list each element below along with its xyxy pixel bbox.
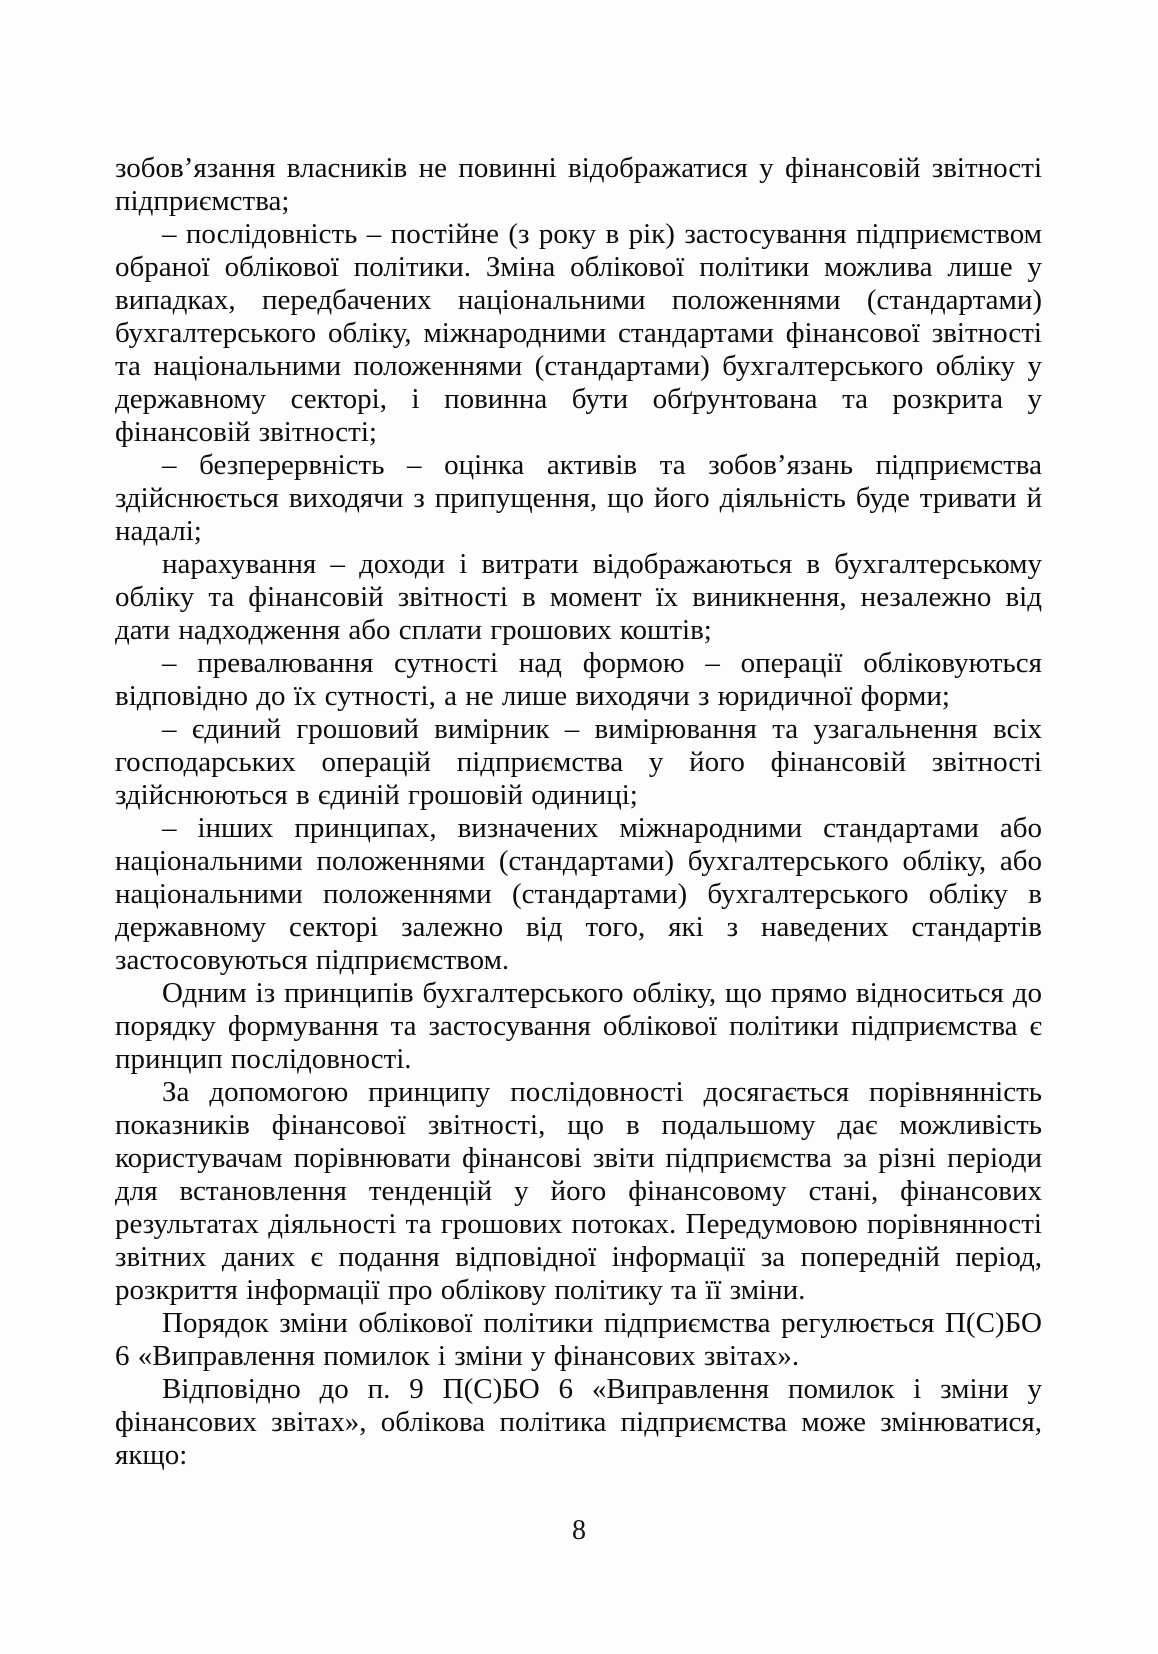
paragraph: Порядок зміни облікової політики підприємства регулюється П(С)БО 6 «Виправлення помилок і зміни у фінансових звітах». — [115, 1307, 1042, 1372]
paragraph: За допомогою принципу послідовності досягається порівнянність показників фінансової звітності, що в подальшому дає можливість користувачам порівнювати фінансові звіти підприємства за різні періоди для встановлення тенденцій у його фінансовому стані, фінансових результатах діяльності та грошових потоках. Передумовою порівнянності звітних даних є подання відповідної інформації за попередній період, розкриття інформації про облікову політику та її зміни. — [115, 1076, 1042, 1306]
paragraph: – інших принципах, визначених міжнародними стандартами або національними положеннями (стандартами) бухгалтерського обліку, або національними положеннями (стандартами) бухгалтерського обліку в державному секторі залежно від того, які з наведених стандартів застосовуються підприємством. — [115, 812, 1042, 976]
paragraph: Відповідно до п. 9 П(С)БО 6 «Виправлення помилок і зміни у фінансових звітах», облікова політика підприємства може змінюватися, якщо: — [115, 1373, 1042, 1471]
page-text-block — [115, 152, 1042, 1472]
paragraph: – безперервність – оцінка активів та зобов’язань підприємства здійснюється виходячи з припущення, що його діяльність буде тривати й надалі; — [115, 449, 1042, 547]
page-number: 8 — [572, 1515, 586, 1546]
paragraph: Одним із принципів бухгалтерського обліку, що прямо відноситься до порядку формування та застосування облікової політики підприємства є принцип послідовності. — [115, 977, 1042, 1075]
paragraph: нарахування – доходи і витрати відображаються в бухгалтерському обліку та фінансовій звітності в момент їх виникнення, незалежно від дати надходження або сплати грошових коштів; — [115, 548, 1042, 646]
paragraph: – превалювання сутності над формою – операції обліковуються відповідно до їх сутності, а не лише виходячи з юридичної форми; — [115, 647, 1042, 712]
paragraph: зобов’язання власників не повинні відображатися у фінансовій звітності підприємства; — [115, 152, 1042, 217]
paragraph: – єдиний грошовий вимірник – вимірювання та узагальнення всіх господарських операцій підприємства у його фінансовій звітності здійснюються в єдиній грошовій одиниці; — [115, 713, 1042, 811]
paragraph: – послідовність – постійне (з року в рік) застосування підприємством обраної облікової політики. Зміна облікової політики можлива лише у випадках, передбачених національними положеннями (стандартами) бухгалтерського обліку, міжнародними стандартами фінансової звітності та національними положеннями (стандартами) бухгалтерського обліку у державному секторі, і повинна бути обґрунтована та розкрита у фінансовій звітності; — [115, 218, 1042, 448]
